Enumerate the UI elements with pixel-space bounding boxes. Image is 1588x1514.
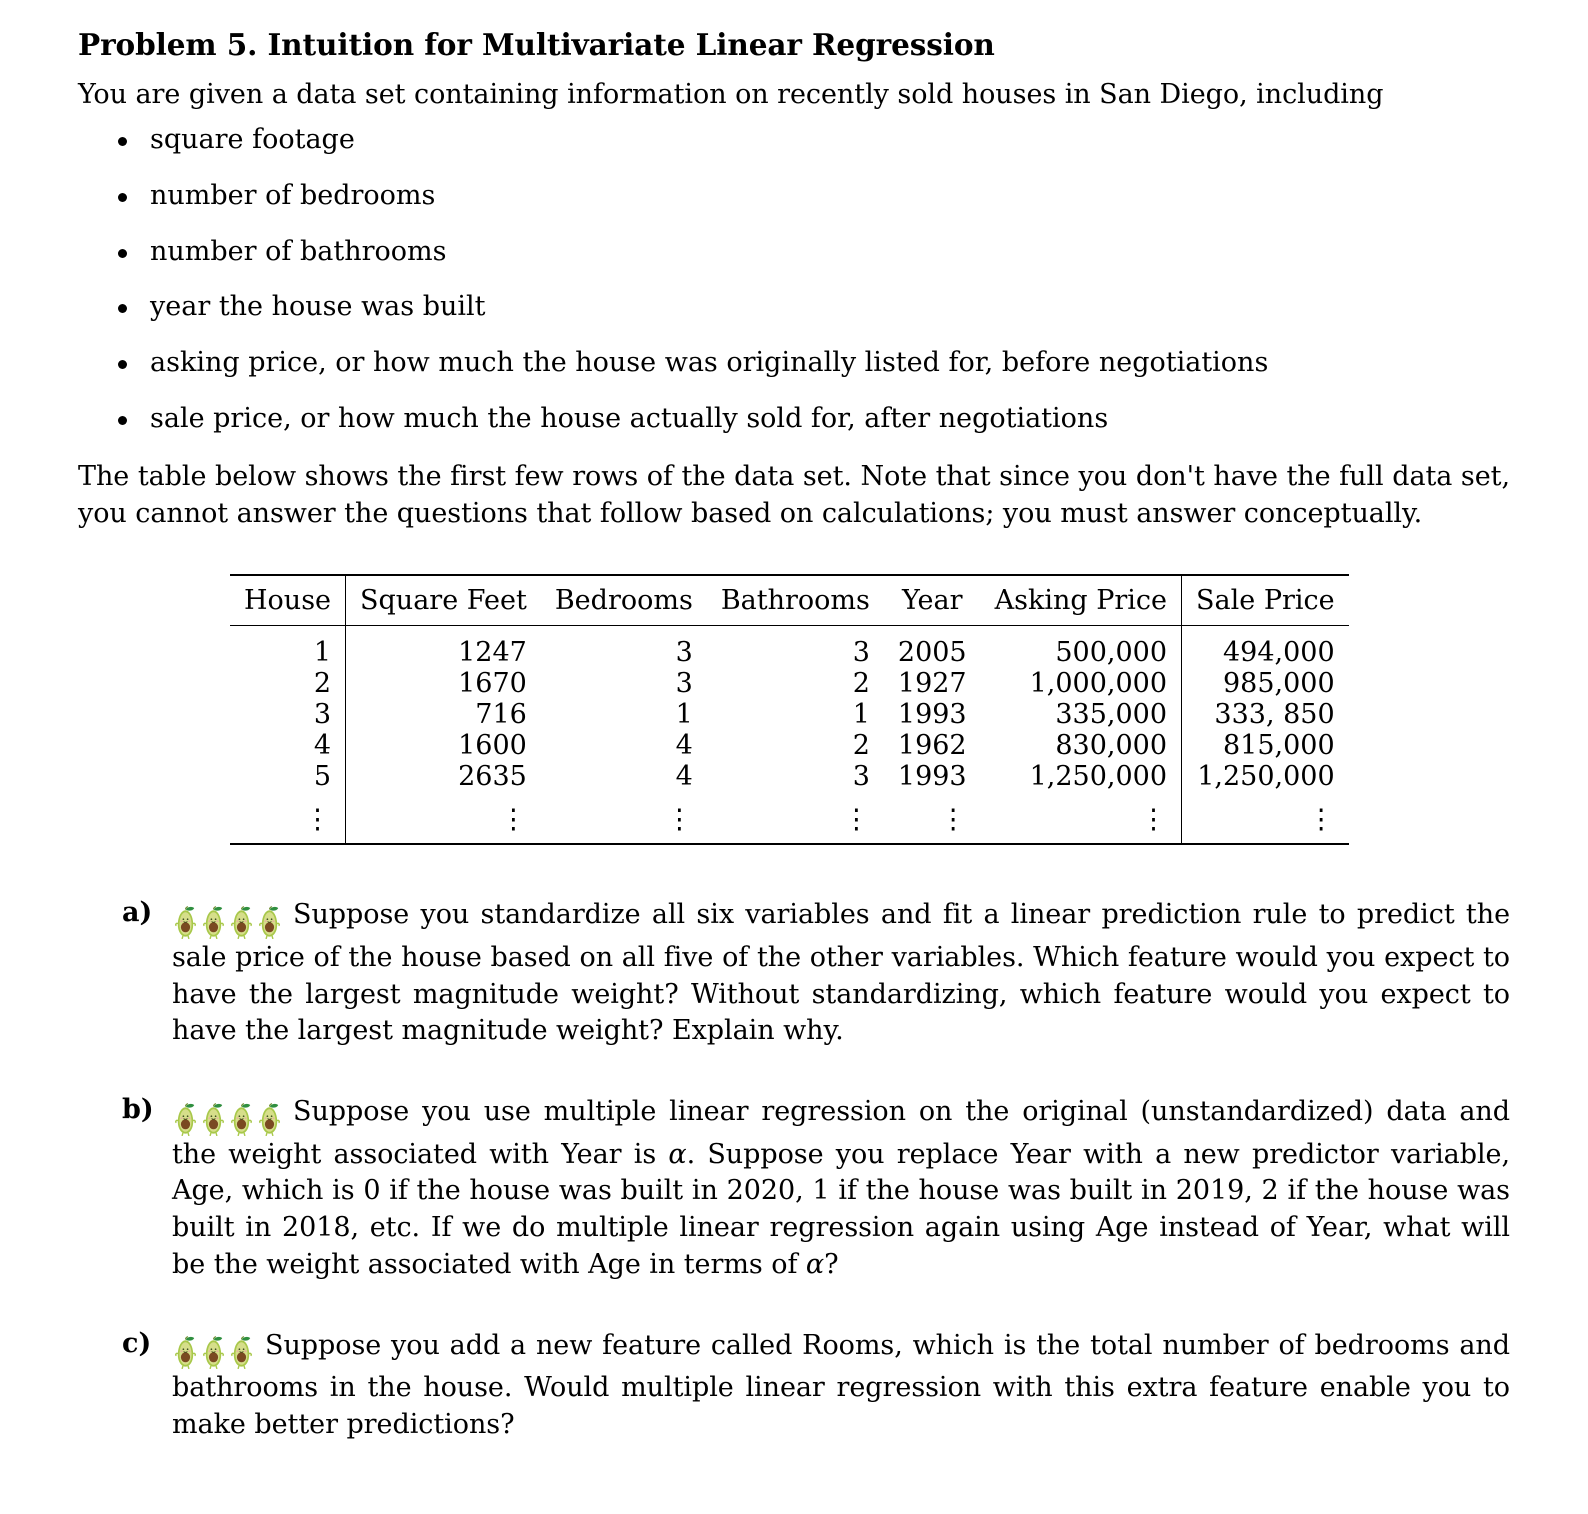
page-title: Problem 5. Intuition for Multivariate Linear Regression <box>78 27 995 62</box>
part-b-text-1: Suppose you use multiple linear regression on the original (unstandardized) data and the weight associated with Year is <box>172 1096 1510 1170</box>
difficulty-rating-a <box>172 903 284 940</box>
cell-asking-price: 335,000 <box>981 699 1182 730</box>
intro-paragraph: You are given a data set containing information on recently sold houses in San Diego, including <box>78 78 1384 110</box>
table-row <box>230 699 1349 730</box>
part-b-text-3: ? <box>824 1248 839 1280</box>
table-header-row <box>230 575 1349 626</box>
cell-sale-price: 333, 850 <box>1214 699 1335 731</box>
column-header-bathrooms: Bathrooms <box>707 575 884 626</box>
question-part-a <box>122 897 1510 1050</box>
cell-continuation-square-feet <box>346 792 541 844</box>
cell-continuation-asking-price <box>981 792 1182 844</box>
column-header-square-feet: Square Feet <box>346 575 541 626</box>
part-label-b: b) <box>122 1094 154 1126</box>
cell-continuation-bathrooms <box>707 792 884 844</box>
avocado-icon <box>228 1102 255 1136</box>
alpha-symbol-1: α <box>668 1138 687 1170</box>
cell-sale-price: 985,000 <box>1222 668 1335 700</box>
list-item-label: asking price, or how much the house was originally listed for, before negotiations <box>150 347 1269 379</box>
cell-sale-price: 815,000 <box>1222 730 1335 762</box>
vertical-dots-icon: ⋮ <box>1307 804 1335 836</box>
column-header-bedrooms: Bedrooms <box>541 575 707 626</box>
cell-bedrooms: 1 <box>675 699 693 731</box>
cell-continuation-sale-price <box>1182 792 1349 844</box>
table-row <box>230 626 1349 669</box>
list-item-label: number of bathrooms <box>150 235 447 267</box>
part-a-body <box>172 897 1510 1050</box>
cell-year: 1962 <box>897 730 967 762</box>
cell-square-feet: 1247 <box>458 637 527 669</box>
part-c-text: Suppose you add a new feature called Rooms, which is the total number of bedrooms and bathrooms in the house. Would multiple linear regression with this extra feature enable you to make better predictions? <box>172 1329 1510 1441</box>
avocado-icon <box>172 1102 199 1136</box>
table-note-paragraph: The table below shows the first few rows of the data set. Note that since you don't have the full data set, you cannot answer the questions that follow based on calculations; you must answer conceptually. <box>78 460 1510 529</box>
cell-bathrooms: 3 <box>852 637 870 669</box>
difficulty-rating-c <box>172 1334 256 1371</box>
list-item-label: sale price, or how much the house actually sold for, after negotiations <box>150 402 1109 434</box>
table-body <box>230 626 1349 845</box>
vertical-dots-icon: ⋮ <box>499 804 527 836</box>
list-item <box>118 179 1510 213</box>
question-part-b <box>122 1094 1510 1284</box>
bullet-dot-icon <box>118 193 127 202</box>
vertical-dots-icon: ⋮ <box>939 804 967 836</box>
avocado-icon <box>172 905 199 939</box>
table-row <box>230 730 1349 761</box>
vertical-dots-icon: ⋮ <box>1140 804 1168 836</box>
table-continuation-row <box>230 792 1349 844</box>
cell-square-feet: 1670 <box>458 668 527 700</box>
column-header-year: Year <box>884 575 981 626</box>
cell-square-feet: 2635 <box>458 761 527 793</box>
table-row <box>230 668 1349 699</box>
cell-house: 4 <box>230 730 346 761</box>
vertical-dots-icon: ⋮ <box>665 804 693 836</box>
list-item-label: number of bedrooms <box>150 179 436 211</box>
avocado-icon <box>200 905 227 939</box>
avocado-icon <box>200 1102 227 1136</box>
avocado-icon <box>172 1335 199 1369</box>
cell-bedrooms: 3 <box>675 637 693 669</box>
cell-asking-price: 500,000 <box>981 626 1182 669</box>
difficulty-rating-b <box>172 1100 284 1137</box>
housing-data-table <box>230 574 1349 845</box>
feature-bullet-list <box>78 123 1510 436</box>
part-a-text: Suppose you standardize all six variables and fit a linear prediction rule to predict the sale price of the house based on all five of the other variables. Which feature would you expect to have the largest magnitude weight? Without standardizing, which feature would you expect to have the largest magnitude weight? Explain why. <box>172 899 1510 1047</box>
cell-bedrooms: 3 <box>675 668 693 700</box>
cell-continuation-bedrooms <box>541 792 707 844</box>
cell-house: 5 <box>230 761 346 792</box>
cell-asking-price: 830,000 <box>981 730 1182 761</box>
part-b-body <box>172 1094 1510 1284</box>
list-item <box>118 290 1510 324</box>
column-header-sale-price: Sale Price <box>1182 575 1349 626</box>
cell-square-feet: 1600 <box>458 730 527 762</box>
bullet-dot-icon <box>118 416 127 425</box>
cell-asking-price: 1,000,000 <box>981 668 1182 699</box>
cell-sale-price: 494,000 <box>1222 637 1335 669</box>
list-item <box>118 346 1510 380</box>
cell-year: 2005 <box>897 637 967 669</box>
cell-year: 1993 <box>897 699 967 731</box>
column-header-house: House <box>230 575 346 626</box>
list-item <box>118 123 1510 157</box>
cell-bedrooms: 4 <box>675 761 693 793</box>
part-label-c: c) <box>122 1327 152 1359</box>
bullet-dot-icon <box>118 304 127 313</box>
avocado-icon <box>256 905 283 939</box>
vertical-dots-icon: ⋮ <box>304 804 332 836</box>
cell-house: 1 <box>230 626 346 669</box>
avocado-icon <box>228 1335 255 1369</box>
table-row <box>230 761 1349 792</box>
bullet-dot-icon <box>118 249 127 258</box>
alpha-symbol-2: α <box>805 1248 825 1280</box>
cell-continuation-house <box>230 792 346 844</box>
cell-square-feet: 716 <box>475 699 527 731</box>
list-item-label: square footage <box>150 124 355 156</box>
avocado-icon <box>256 1102 283 1136</box>
avocado-icon <box>228 905 255 939</box>
question-part-c <box>122 1328 1510 1444</box>
bullet-dot-icon <box>118 360 127 369</box>
column-header-asking-price: Asking Price <box>981 575 1182 626</box>
avocado-icon <box>200 1335 227 1369</box>
cell-sale-price: 1,250,000 <box>1197 761 1335 793</box>
cell-house: 2 <box>230 668 346 699</box>
part-label-a: a) <box>122 897 153 929</box>
cell-bathrooms: 2 <box>852 730 870 762</box>
cell-house: 3 <box>230 699 346 730</box>
cell-bathrooms: 1 <box>852 699 870 731</box>
cell-year: 1993 <box>897 761 967 793</box>
list-item <box>118 235 1510 269</box>
part-c-body <box>172 1328 1510 1444</box>
cell-year: 1927 <box>897 668 967 700</box>
table-header <box>230 575 1349 626</box>
cell-bedrooms: 4 <box>675 730 693 762</box>
part-b-text-2: . Suppose you replace Year with a new predictor variable, Age, which is 0 if the house was built in 2020, 1 if the house was built in 2019, 2 if the house was built in 2018, etc. If we do multiple linear regression again using Age instead of Year, what will be the weight associated with Age in terms of <box>172 1138 1510 1280</box>
housing-data-table-wrapper <box>78 574 1510 845</box>
vertical-dots-icon: ⋮ <box>842 804 870 836</box>
bullet-dot-icon <box>118 137 127 146</box>
question-parts <box>78 897 1510 1444</box>
cell-bathrooms: 2 <box>852 668 870 700</box>
list-item <box>118 402 1510 436</box>
cell-asking-price: 1,250,000 <box>981 761 1182 792</box>
list-item-label: year the house was built <box>150 291 486 323</box>
cell-continuation-year <box>884 792 981 844</box>
cell-bathrooms: 3 <box>852 761 870 793</box>
